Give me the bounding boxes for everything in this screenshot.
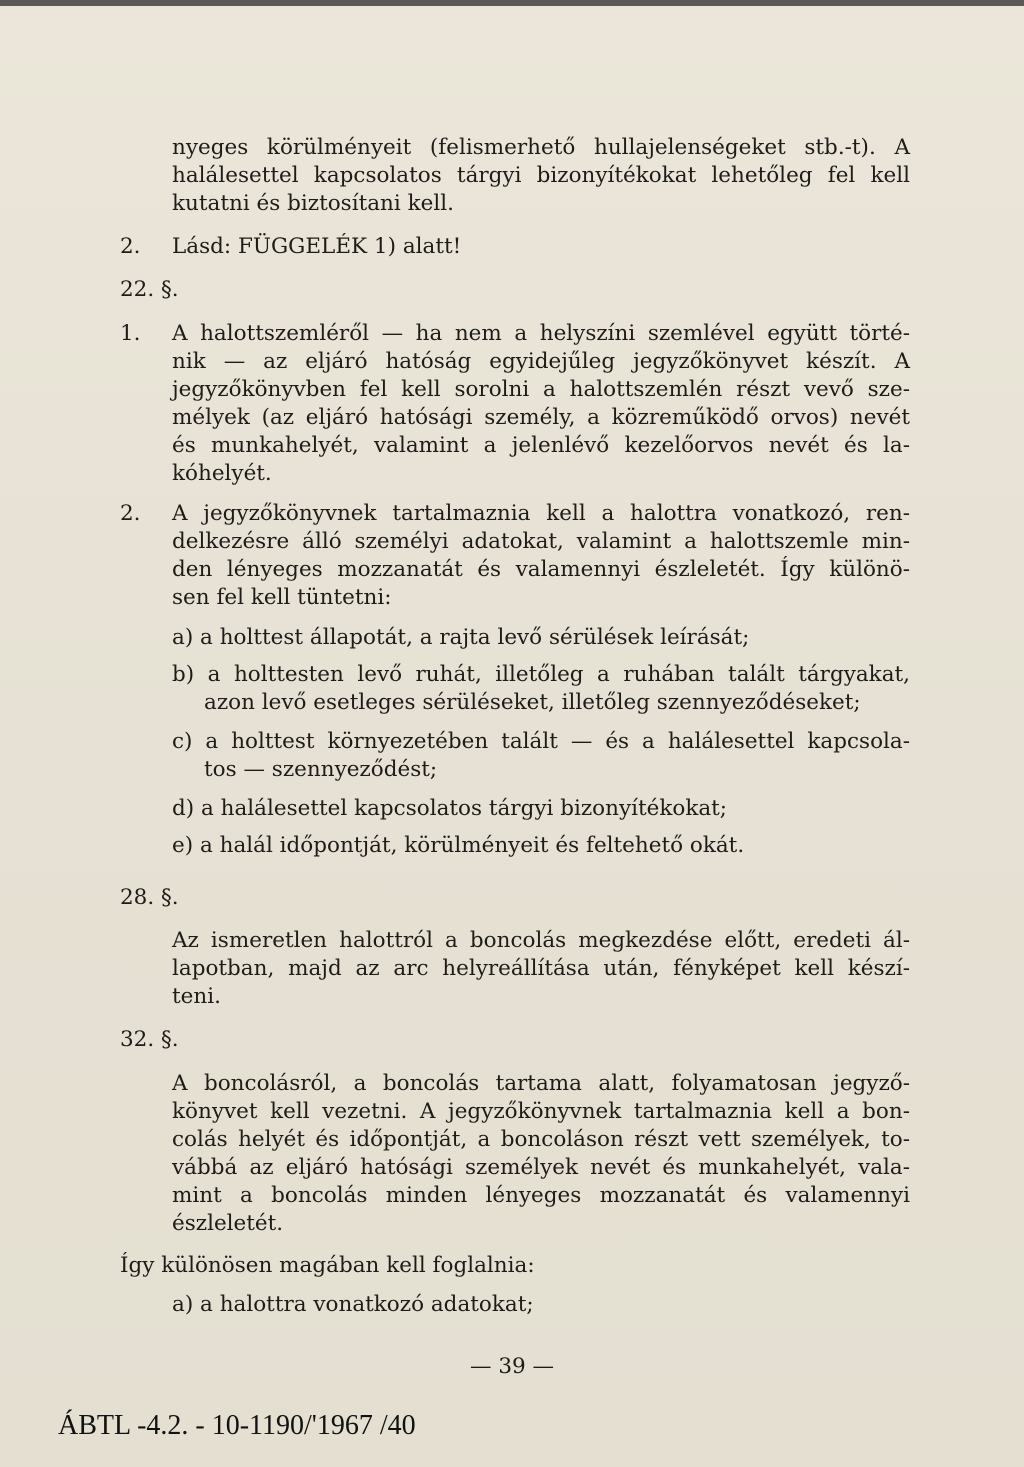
text-line: vábbá az eljáró hatósági személyek nevét és munkahelyét, vala- xyxy=(172,1155,910,1180)
text-line: lapotban, majd az arc helyreállítása után, fényképet kell készí- xyxy=(172,956,910,981)
text-line: A boncolásról, a boncolás tartama alatt, folyamatosan jegyző- xyxy=(172,1071,910,1096)
text-line: kutatni és biztosítani kell. xyxy=(172,191,454,216)
section-heading: 28. §. xyxy=(120,885,179,910)
list-item-b: b) a holttesten levő ruhát, illetőleg a ruhában talált tárgyakat, xyxy=(172,662,910,687)
list-item-b-cont: azon levő esetleges sérüléseket, illetőleg szennyeződéseket; xyxy=(204,690,861,715)
list-item-a: a) a holttest állapotát, a rajta levő sérülések leírását; xyxy=(172,625,750,650)
text-line: Lásd: FÜGGELÉK 1) alatt! xyxy=(172,234,462,259)
text-line: és munkahelyét, valamint a jelenlévő kezelőorvos nevét és la- xyxy=(172,433,910,458)
list-item-c: c) a holttest környezetében talált — és a halálesettel kapcsola- xyxy=(172,729,910,754)
item-number: 2. xyxy=(120,501,141,526)
text-line: mint a boncolás minden lényeges mozzanatát és valamennyi xyxy=(172,1183,910,1208)
text-line: teni. xyxy=(172,984,221,1009)
text-line: A jegyzőkönyvnek tartalmaznia kell a halottra vonatkozó, ren- xyxy=(172,501,910,526)
section-heading: 32. §. xyxy=(120,1027,179,1052)
text-line: A halottszemléről — ha nem a helyszíni szemlével együtt törté- xyxy=(172,321,910,346)
text-line: den lényeges mozzanatát és valamennyi észleletét. Így különö- xyxy=(172,557,910,582)
text-line: delkezésre álló személyi adatokat, valamint a halottszemle min- xyxy=(172,529,910,554)
text-line: colás helyét és időpontját, a boncoláson részt vett személyek, to- xyxy=(172,1127,910,1152)
text-line: nik — az eljáró hatóság egyidejűleg jegyzőkönyvet készít. A xyxy=(172,349,910,374)
text-line: kóhelyét. xyxy=(172,461,272,486)
item-number: 2. xyxy=(120,234,141,259)
text-line: halálesettel kapcsolatos tárgyi bizonyítékokat lehetőleg fel kell xyxy=(172,163,910,188)
text-line: jegyzőkönyvben fel kell sorolni a halottszemlén részt vevő sze- xyxy=(172,377,910,402)
list-item-d: d) a halálesettel kapcsolatos tárgyi bizonyítékokat; xyxy=(172,796,728,821)
list-item-a: a) a halottra vonatkozó adatokat; xyxy=(172,1292,534,1317)
list-item-e: e) a halál időpontját, körülményeit és feltehető okát. xyxy=(172,833,745,858)
text-line: nyeges körülményeit (felismerhető hullajelenségeket stb.-t). A xyxy=(172,135,910,160)
page-number: — 39 — xyxy=(469,1354,555,1379)
section-heading: 22. §. xyxy=(120,277,179,302)
archive-reference: ÁBTL -4.2. - 10-1190/'1967 /40 xyxy=(58,1410,416,1441)
text-line: Így különösen magában kell foglalnia: xyxy=(120,1253,535,1278)
list-item-c-cont: tos — szennyeződést; xyxy=(204,757,438,782)
text-line: észleletét. xyxy=(172,1211,284,1236)
text-line: Az ismeretlen halottról a boncolás megkezdése előtt, eredeti ál- xyxy=(172,928,910,953)
text-line: mélyek (az eljáró hatósági személy, a közreműködő orvos) nevét xyxy=(172,405,910,430)
item-number: 1. xyxy=(120,321,141,346)
text-line: sen fel kell tüntetni: xyxy=(172,585,392,610)
text-line: könyvet kell vezetni. A jegyzőkönyvnek tartalmaznia kell a bon- xyxy=(172,1099,910,1124)
